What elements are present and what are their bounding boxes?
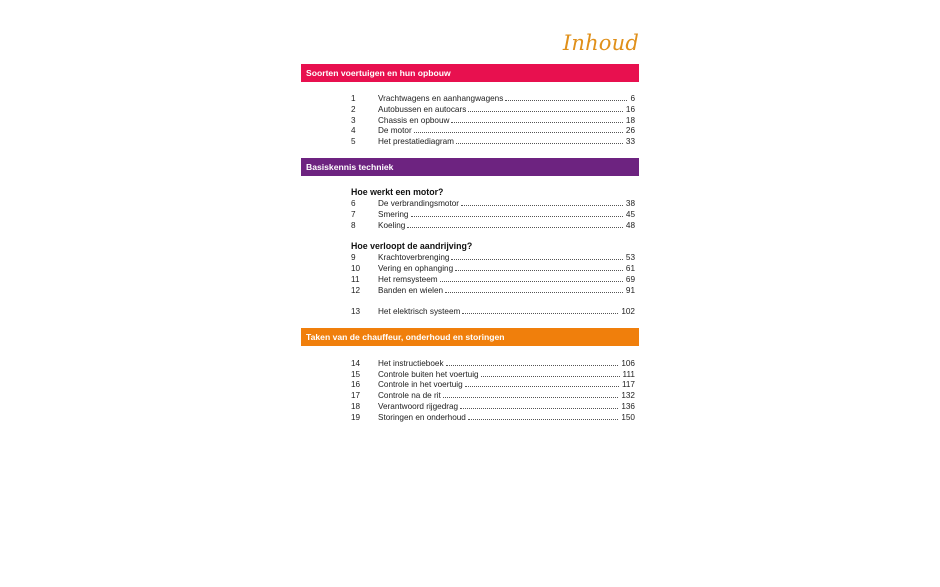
entry-number: 2 [351, 105, 356, 114]
toc-entry[interactable] [301, 263, 639, 274]
dot-leader [411, 216, 623, 217]
dot-leader [446, 365, 619, 366]
entry-label: Vering en ophanging [378, 264, 454, 273]
entry-page: 61 [625, 264, 635, 273]
entry-label: Controle in het voertuig [378, 380, 463, 389]
entry-label: Chassis en opbouw [378, 116, 450, 125]
entry-number: 10 [351, 264, 361, 273]
dot-leader [468, 111, 623, 112]
entry-number: 17 [351, 391, 361, 400]
dot-leader [461, 205, 623, 206]
entry-number: 3 [351, 116, 356, 125]
entry-page: 38 [625, 199, 635, 208]
entry-number: 1 [351, 94, 356, 103]
entry-number: 13 [351, 307, 361, 316]
entry-page: 18 [625, 116, 635, 125]
toc-entry[interactable] [301, 285, 639, 296]
entry-page: 102 [621, 307, 635, 316]
entry-label: Het remsysteem [378, 275, 438, 284]
entry-page: 91 [625, 286, 635, 295]
entry-page: 132 [621, 391, 635, 400]
toc-entry[interactable] [301, 93, 639, 104]
toc-entry[interactable] [301, 306, 639, 317]
entry-label: Smering [378, 210, 409, 219]
entry-page: 33 [625, 137, 635, 146]
toc-entry[interactable] [301, 390, 639, 401]
entry-label: De verbrandingsmotor [378, 199, 460, 208]
entry-page: 6 [630, 94, 635, 103]
entry-label: Banden en wielen [378, 286, 444, 295]
entry-label: Storingen en onderhoud [378, 413, 466, 422]
entry-page: 45 [625, 210, 635, 219]
section-heading-technique: Basiskennis techniek [301, 158, 639, 176]
toc-entry[interactable] [301, 136, 639, 147]
entry-label: Vrachtwagens en aanhangwagens [378, 94, 504, 103]
entry-number: 16 [351, 380, 361, 389]
entry-number: 14 [351, 359, 361, 368]
dot-leader [451, 122, 622, 123]
entry-label: Autobussen en autocars [378, 105, 467, 114]
dot-leader [465, 386, 619, 387]
entry-number: 9 [351, 253, 356, 262]
entry-label: Het instructieboek [378, 359, 444, 368]
entry-label: Koeling [378, 221, 406, 230]
entry-number: 7 [351, 210, 356, 219]
entry-label: Controle na de rit [378, 391, 441, 400]
dot-leader [456, 143, 623, 144]
entry-label: Verantwoord rijgedrag [378, 402, 459, 411]
toc-entry[interactable] [301, 358, 639, 369]
dot-leader [414, 132, 623, 133]
entry-page: 111 [622, 370, 635, 379]
entry-page: 48 [625, 221, 635, 230]
entry-number: 11 [351, 275, 360, 284]
toc-entry[interactable] [301, 104, 639, 115]
entry-page: 150 [621, 413, 635, 422]
dot-leader [443, 397, 619, 398]
toc-entry[interactable] [301, 220, 639, 231]
subheading-drivetrain: Hoe verloopt de aandrijving? [351, 241, 473, 251]
entry-number: 4 [351, 126, 356, 135]
toc-entry[interactable] [301, 412, 639, 423]
section-heading-vehicles: Soorten voertuigen en hun opbouw [301, 64, 639, 82]
entry-label: Controle buiten het voertuig [378, 370, 479, 379]
entry-label: Het elektrisch systeem [378, 307, 461, 316]
dot-leader [481, 376, 620, 377]
entry-page: 117 [621, 380, 635, 389]
dot-leader [460, 408, 618, 409]
dot-leader [455, 270, 623, 271]
entry-label: Het prestatiediagram [378, 137, 454, 146]
section-heading-driver-tasks: Taken van de chauffeur, onderhoud en storingen [301, 328, 639, 346]
toc-entry[interactable] [301, 209, 639, 220]
entry-page: 53 [625, 253, 635, 262]
entry-number: 12 [351, 286, 361, 295]
entry-label: Krachtoverbrenging [378, 253, 450, 262]
entry-number: 19 [351, 413, 361, 422]
page-title: Inhoud [562, 31, 639, 55]
entry-page: 136 [621, 402, 635, 411]
dot-leader [468, 419, 618, 420]
dot-leader [451, 259, 622, 260]
entry-number: 6 [351, 199, 356, 208]
entry-page: 69 [625, 275, 635, 284]
entry-page: 26 [625, 126, 635, 135]
dot-leader [407, 227, 623, 228]
subheading-engine: Hoe werkt een motor? [351, 187, 444, 197]
toc-entry[interactable] [301, 379, 639, 390]
entry-page: 16 [625, 105, 635, 114]
entry-page: 106 [621, 359, 635, 368]
dot-leader [445, 292, 623, 293]
entry-number: 15 [351, 370, 361, 379]
dot-leader [462, 313, 618, 314]
entry-number: 5 [351, 137, 356, 146]
toc-entry[interactable] [301, 252, 639, 263]
entry-number: 8 [351, 221, 356, 230]
dot-leader [440, 281, 623, 282]
toc-entry[interactable] [301, 198, 639, 209]
toc-entry[interactable] [301, 125, 639, 136]
entry-number: 18 [351, 402, 361, 411]
toc-entry[interactable] [301, 401, 639, 412]
toc-entry[interactable] [301, 274, 639, 285]
dot-leader [505, 100, 627, 101]
entry-label: De motor [378, 126, 412, 135]
